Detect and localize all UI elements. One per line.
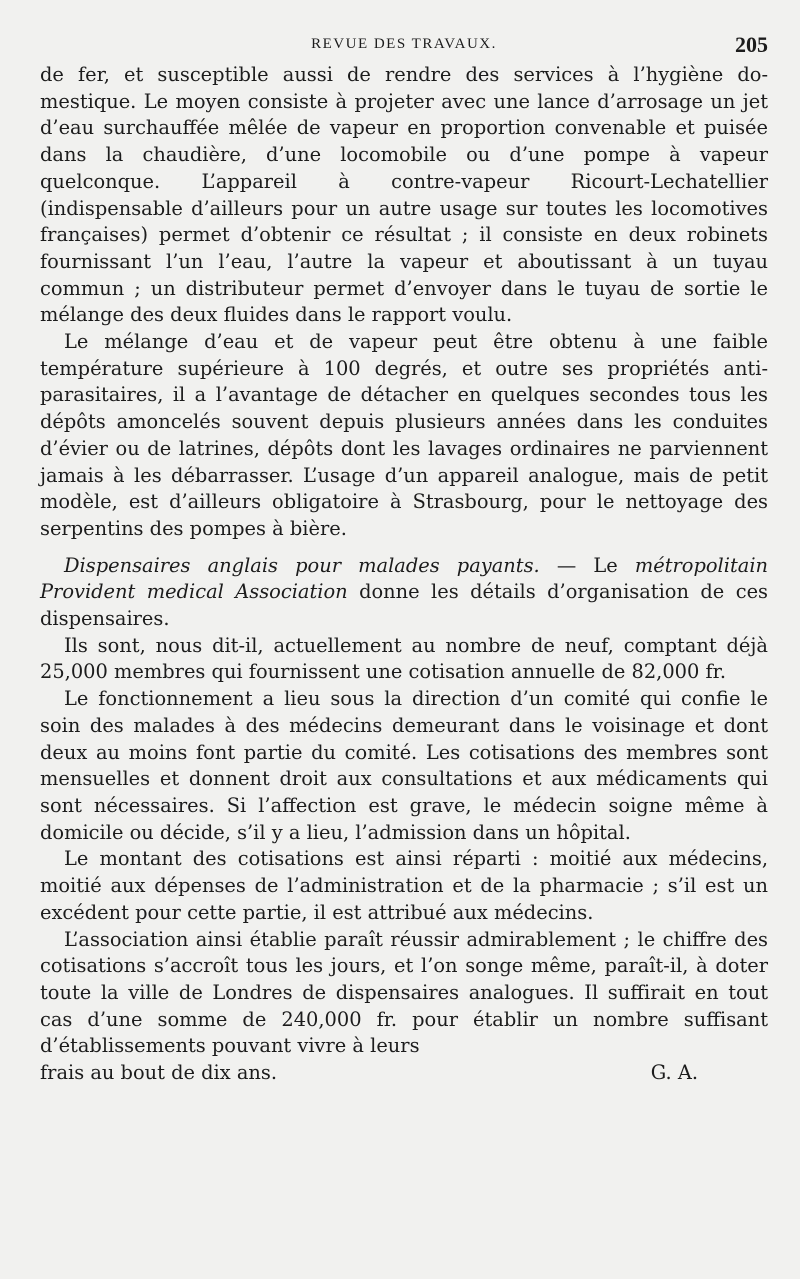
- section-intro: donne les détails d’organisation de ces dispensaires.: [40, 580, 768, 631]
- section-dispensaires: [40, 553, 768, 633]
- paragraph-success-text: L’association ainsi établie paraît réussir admirablement ; le chiffre des cotisations s’accroît tous les jours, et l’on songe même, paraît-il, à doter toute la ville de Londres de dispensaires analogues. Il suffirait en tout cas d’une somme de 240,000 fr. pour établir un nombre suffisant d’établissements pouvant vivre à leurs: [40, 927, 768, 1058]
- paragraph-functioning: Le fonctionnement a lieu sous la direction d’un comité qui confie le soin des malades à des médecins demeurant dans le voisinage et dont deux au moins font partie du comité. Les cotisations des membres sont mensuelles et donnent droit aux consultations et aux médicaments qui sont nécessaires. Si l’affection est grave, le médecin soigne même à domicile ou décide, s’il y a lieu, l’admission dans un hôpital.: [40, 687, 768, 844]
- paragraph-distribution: Le montant des cotisations est ainsi réparti : moitié aux médecins, moitié aux dépenses de l’administration et de la pharmacie ; s’il est un excédent pour cette partie, il est attribué aux médecins.: [40, 847, 768, 924]
- section-title: Dispensaires anglais pour malades payants.: [64, 553, 540, 577]
- running-header: [40, 30, 768, 60]
- author-signature: G. A.: [650, 1061, 698, 1085]
- paragraph-continued: de fer, et susceptible aussi de rendre des services à l’hygiène domestique. Le moyen consiste à projeter avec une lance d’arrosage un jet d’eau surchauffée mêlée de vapeur en proportion convenable et puisée dans la chaudière, d’une locomobile ou d’une pompe à vapeur quelconque. L’appareil à contre-vapeur Ricourt-Lechatellier (indispensable d’ailleurs pour un autre usage sur toutes les locomotives françaises) permet d’obtenir ce résultat ; il consiste en deux robinets fournissant l’un l’eau, l’autre la vapeur et aboutissant à un tuyau commun ; un distributeur permet d’envoyer dans le tuyau de sortie le mélange des deux fluides dans le rapport voulu.: [40, 63, 768, 327]
- body-text: [40, 62, 768, 1087]
- page-number: 205: [735, 32, 768, 57]
- paragraph-steam-mixture: Le mélange d’eau et de vapeur peut être obtenu à une faible température supérieure à 100 degrés, et outre ses propriétés antiparasitaires, il a l’avantage de détacher en quelques secondes tous les dépôts amoncelés souvent depuis plusieurs années dans les conduites d’évier ou de latrines, dépôts dont les lavages ordinaires ne parviennent jamais à les débarrasser. L’usage d’un appareil analogue, mais de petit modèle, est d’ailleurs obligatoire à Strasbourg, pour le nettoyage des serpentins des pompes à bière.: [40, 330, 768, 540]
- closing-line: [40, 1060, 768, 1087]
- paragraph-members: Ils sont, nous dit-il, actuellement au nombre de neuf, comptant déjà 25,000 membres qui fournissent une cotisation annuelle de 82,000 fr.: [40, 633, 768, 684]
- closing-text: frais au bout de dix ans.: [40, 1061, 277, 1085]
- association-name: métropolitain Provident medical Association: [40, 553, 769, 604]
- running-title: REVUE DES TRAVAUX.: [311, 36, 497, 52]
- section-dash: — Le: [539, 553, 635, 577]
- paragraph-success: [40, 927, 768, 1061]
